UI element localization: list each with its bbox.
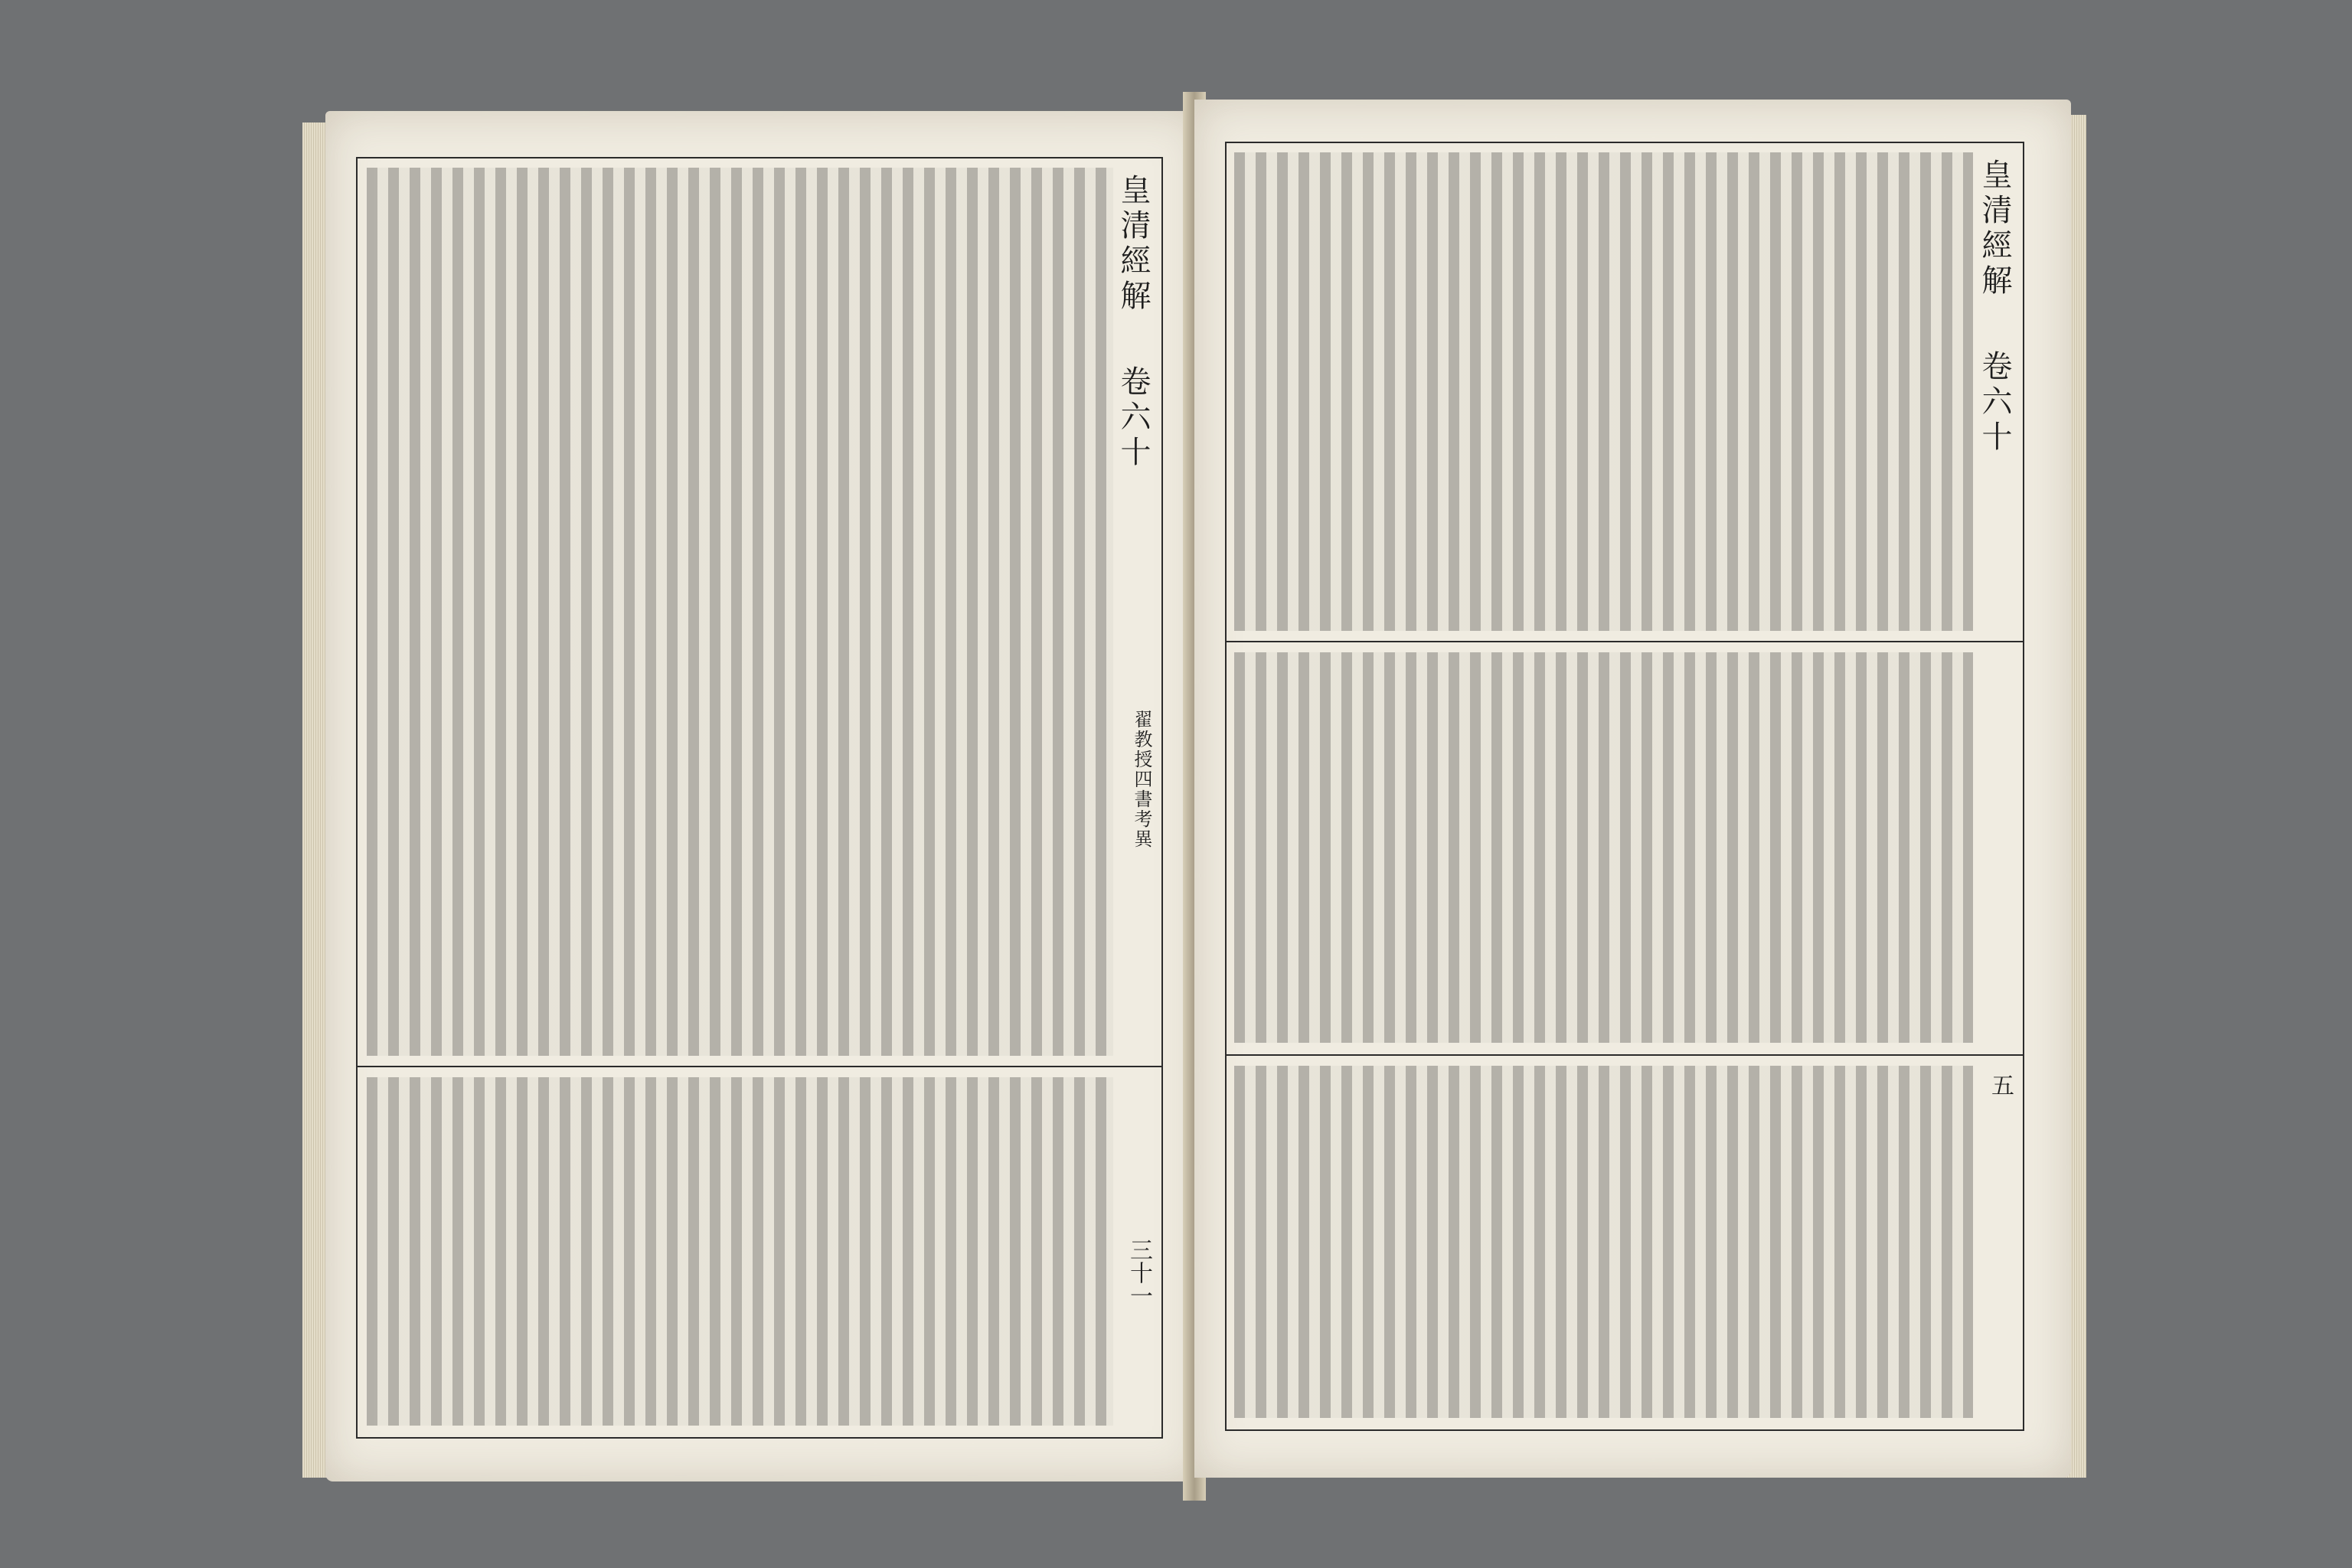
left-page-header-volume: 卷六十	[1116, 365, 1151, 471]
right-page-header-volume: 卷六十	[1977, 350, 2012, 456]
right-page	[1194, 100, 2071, 1478]
right-page-text-block-lower	[1234, 1066, 1973, 1418]
right-page-section-rule-2	[1227, 1054, 2023, 1056]
left-page	[325, 111, 1202, 1481]
right-page-frame	[1225, 142, 2024, 1431]
left-page-text-block-upper	[367, 168, 1113, 1056]
right-page-text-block-upper	[1234, 152, 1973, 631]
right-page-header-title: 皇清經解	[1977, 158, 2012, 299]
left-page-section-rule	[358, 1066, 1161, 1067]
right-page-folio: 五	[1987, 1073, 2014, 1096]
left-page-header-title: 皇清經解	[1116, 174, 1151, 315]
left-page-side-note: 翟教授四書考異	[1131, 710, 1152, 849]
open-book	[302, 92, 2086, 1501]
left-page-text-block-lower	[367, 1077, 1113, 1426]
right-page-section-rule-1	[1227, 641, 2023, 642]
right-page-text-block-middle	[1234, 652, 1973, 1043]
left-page-folio: 三十一	[1125, 1238, 1152, 1307]
left-page-frame	[356, 157, 1163, 1439]
